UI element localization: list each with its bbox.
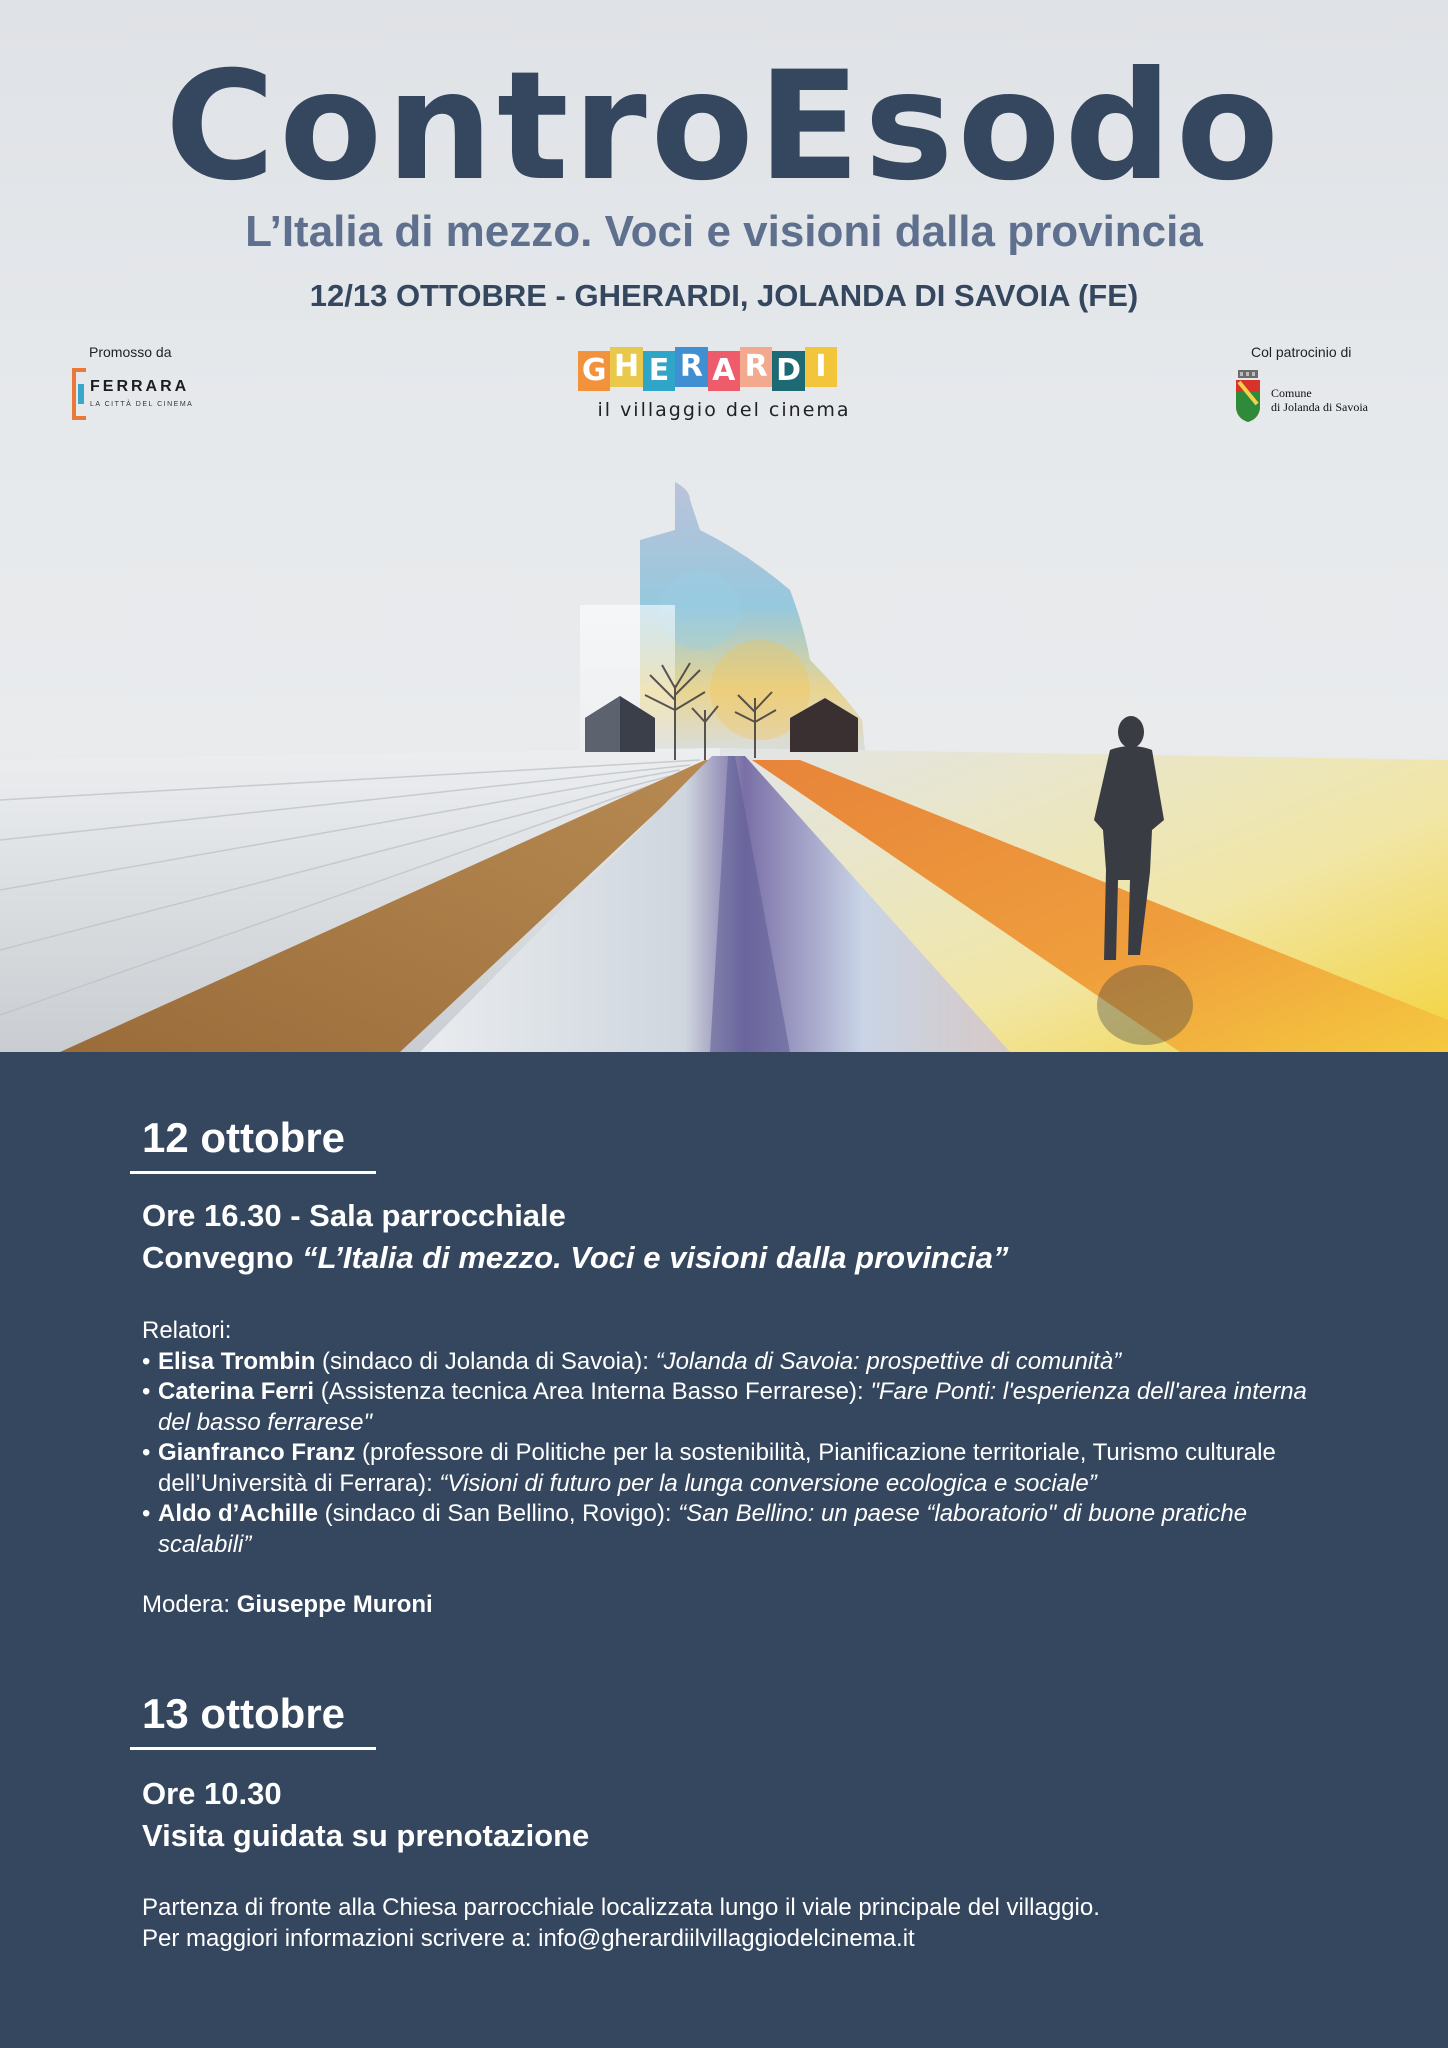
day-2-heading: 13 ottobre <box>142 1690 346 1737</box>
jolanda-municipality-logo <box>1231 368 1391 428</box>
gherardi-letter-g: G <box>578 351 610 391</box>
gherardi-letter-h: H <box>610 347 642 387</box>
gherardi-letter-i: I <box>805 347 837 387</box>
event-dateline: 12/13 OTTOBRE - GHERARDI, JOLANDA DI SAVOIA (FE) <box>309 278 1139 313</box>
speaker-role: (Assistenza tecnica Area Interna Basso Ferrarese): <box>314 1378 871 1405</box>
patronage-label: Col patrocinio di <box>1251 344 1352 360</box>
speaker-item <box>142 1347 1342 1378</box>
contact-info: Per maggiori informazioni scrivere a: info@gherardiilvillaggiodelcinema.it <box>142 1925 915 1952</box>
speaker-item <box>142 1377 1342 1438</box>
speaker-talk: “San Bellino: un paese “laboratorio" di buone pratiche scalabili” <box>158 1500 1248 1558</box>
municipal-crest-icon <box>1235 370 1261 422</box>
day-2-divider <box>130 1747 376 1750</box>
departure-info: Partenza di fronte alla Chiesa parrocchiale localizzata lungo il viale principale del villaggio. <box>142 1894 1100 1921</box>
day-2-time: Ore 10.30 <box>142 1776 282 1811</box>
ferrara-logo <box>72 368 202 420</box>
gherardi-logo-tagline: il villaggio del cinema <box>597 399 851 421</box>
speakers-list <box>142 1316 1342 1560</box>
landscape-illustration <box>0 460 1448 1052</box>
speaker-role: (sindaco di Jolanda di Savoia): <box>315 1347 656 1375</box>
gherardi-letter-r: R <box>740 347 772 387</box>
speaker-item <box>142 1499 1342 1560</box>
session-prefix: Convegno <box>142 1240 303 1275</box>
speaker-talk: “Jolanda di Savoia: prospettive di comunità” <box>655 1347 1122 1375</box>
poster-title: ControEsodo <box>165 40 1283 214</box>
gherardi-letter-a: A <box>708 351 740 391</box>
poster-subtitle: L’Italia di mezzo. Voci e visioni dalla provincia <box>245 207 1203 256</box>
day-1-heading: 12 ottobre <box>142 1114 346 1161</box>
speaker-role: (sindaco di San Bellino, Rovigo): <box>318 1500 679 1527</box>
gherardi-logo-letters <box>578 347 870 391</box>
day-1-session <box>142 1238 1008 1278</box>
session-title: “L’Italia di mezzo. Voci e visioni dalla provincia” <box>302 1240 1009 1275</box>
moderator-label: Modera: <box>142 1591 237 1618</box>
speaker-name: Gianfranco Franz <box>158 1439 356 1466</box>
speakers-label: Relatori: <box>142 1317 232 1344</box>
jolanda-line-2: di Jolanda di Savoia <box>1271 400 1368 414</box>
gherardi-letter-e: E <box>643 351 675 391</box>
moderator-line <box>142 1590 433 1620</box>
speaker-name: Caterina Ferri <box>158 1378 315 1405</box>
day-2-info <box>142 1892 1100 1954</box>
speaker-name: Aldo d’Achille <box>158 1500 319 1527</box>
promoted-by-label: Promosso da <box>89 344 172 360</box>
day-1-divider <box>130 1171 376 1174</box>
day-1-time-place: Ore 16.30 - Sala parrocchiale <box>142 1198 566 1233</box>
day-2-activity: Visita guidata su prenotazione <box>142 1818 590 1853</box>
jolanda-line-1: Comune <box>1271 386 1312 400</box>
ferrara-logo-tagline: LA CITTÀ DEL CINEMA <box>90 401 194 408</box>
speaker-talk: “Visioni di futuro per la lunga conversione ecologica e sociale” <box>439 1469 1097 1497</box>
jolanda-logo-text <box>1271 386 1368 414</box>
program-section <box>0 1052 1448 2048</box>
gherardi-letter-r: R <box>675 347 707 387</box>
gherardi-logo <box>578 347 870 427</box>
moderator-name: Giuseppe Muroni <box>236 1591 433 1618</box>
speaker-item <box>142 1438 1342 1499</box>
ferrara-logo-name: FERRARA <box>90 378 190 395</box>
speaker-role: (professore di Politiche per la sostenibilità, Pianificazione territoriale, Turismo culturale dell’Università di Ferrara): <box>158 1439 1276 1497</box>
gherardi-letter-d: D <box>772 351 804 391</box>
speaker-name: Elisa Trombin <box>158 1347 316 1375</box>
ferrara-bracket-icon <box>72 368 86 420</box>
speaker-talk: "Fare Ponti: l'esperienza dell'area interna del basso ferrarese" <box>158 1378 1307 1436</box>
